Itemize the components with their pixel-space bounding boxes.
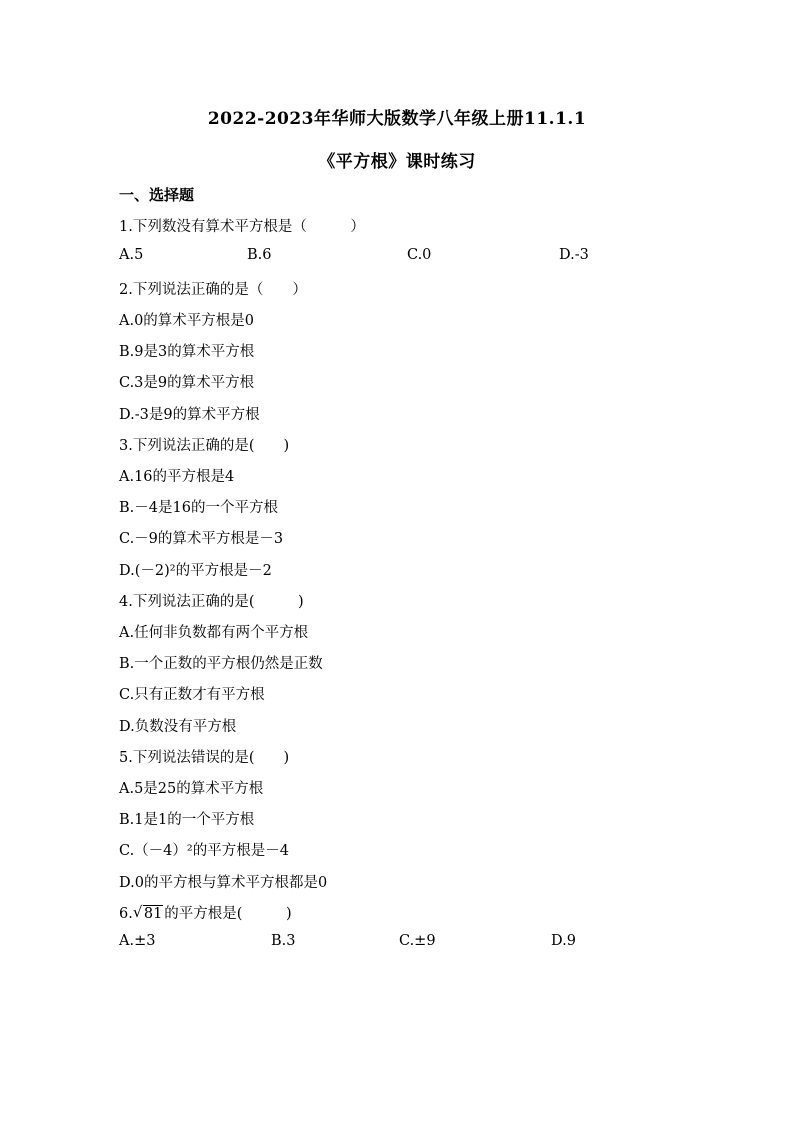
question-5-stem: 5.下列说法错误的是( ) xyxy=(119,750,290,766)
question-2-option-c: C.3是9的算术平方根 xyxy=(119,375,255,391)
question-3-stem: 3.下列说法正确的是( ) xyxy=(119,438,290,454)
question-4-stem: 4.下列说法正确的是( ) xyxy=(119,594,304,610)
question-3-option-b: B.－4是16的一个平方根 xyxy=(119,500,278,516)
question-1-stem: 1.下列数没有算术平方根是（ ） xyxy=(119,219,365,235)
question-4-option-b: B.一个正数的平方根仍然是正数 xyxy=(119,656,323,672)
document-title-line1: 2022-2023年华师大版数学八年级上册11.1.1 xyxy=(207,109,587,129)
question-3-option-c: C.－9的算术平方根是－3 xyxy=(119,531,284,547)
document-title-line2: 《平方根》课时练习 xyxy=(318,152,476,172)
question-1-option-d: D.-3 xyxy=(559,247,589,263)
question-6-stem xyxy=(119,902,292,923)
question-2-stem: 2.下列说法正确的是（ ） xyxy=(119,282,307,298)
question-2-option-b: B.9是3的算术平方根 xyxy=(119,344,255,360)
question-2-option-a: A.0的算术平方根是0 xyxy=(119,313,255,329)
question-4-option-c: C.只有正数才有平方根 xyxy=(119,687,265,703)
question-6-option-c: C.±9 xyxy=(399,933,436,949)
square-root-expression xyxy=(132,903,163,922)
question-3-option-a: A.16的平方根是4 xyxy=(119,469,235,485)
question-6-option-a: A.±3 xyxy=(119,933,156,949)
question-6-number: 6. xyxy=(119,906,133,922)
question-5-option-d: D.0的平方根与算术平方根都是0 xyxy=(119,875,328,891)
question-6-option-d: D.9 xyxy=(551,933,576,949)
section-heading: 一、选择题 xyxy=(119,186,195,204)
question-1-option-a: A.5 xyxy=(119,247,144,263)
question-4-option-d: D.负数没有平方根 xyxy=(119,719,237,735)
question-1-option-b: B.6 xyxy=(247,247,272,263)
question-4-option-a: A.任何非负数都有两个平方根 xyxy=(119,625,309,641)
question-1-option-c: C.0 xyxy=(407,247,432,263)
question-3-option-d: D.(－2)²的平方根是－2 xyxy=(119,563,272,579)
question-5-option-a: A.5是25的算术平方根 xyxy=(119,781,264,797)
question-5-option-c: C.（－4）²的平方根是－4 xyxy=(119,843,289,859)
question-5-option-b: B.1是1的一个平方根 xyxy=(119,812,255,828)
radicand: 81 xyxy=(143,906,163,922)
radical-sign: √ xyxy=(132,903,143,921)
question-6-option-b: B.3 xyxy=(271,933,296,949)
question-6-stem-text: 的平方根是( ) xyxy=(164,906,292,922)
question-2-option-d: D.-3是9的算术平方根 xyxy=(119,407,260,423)
